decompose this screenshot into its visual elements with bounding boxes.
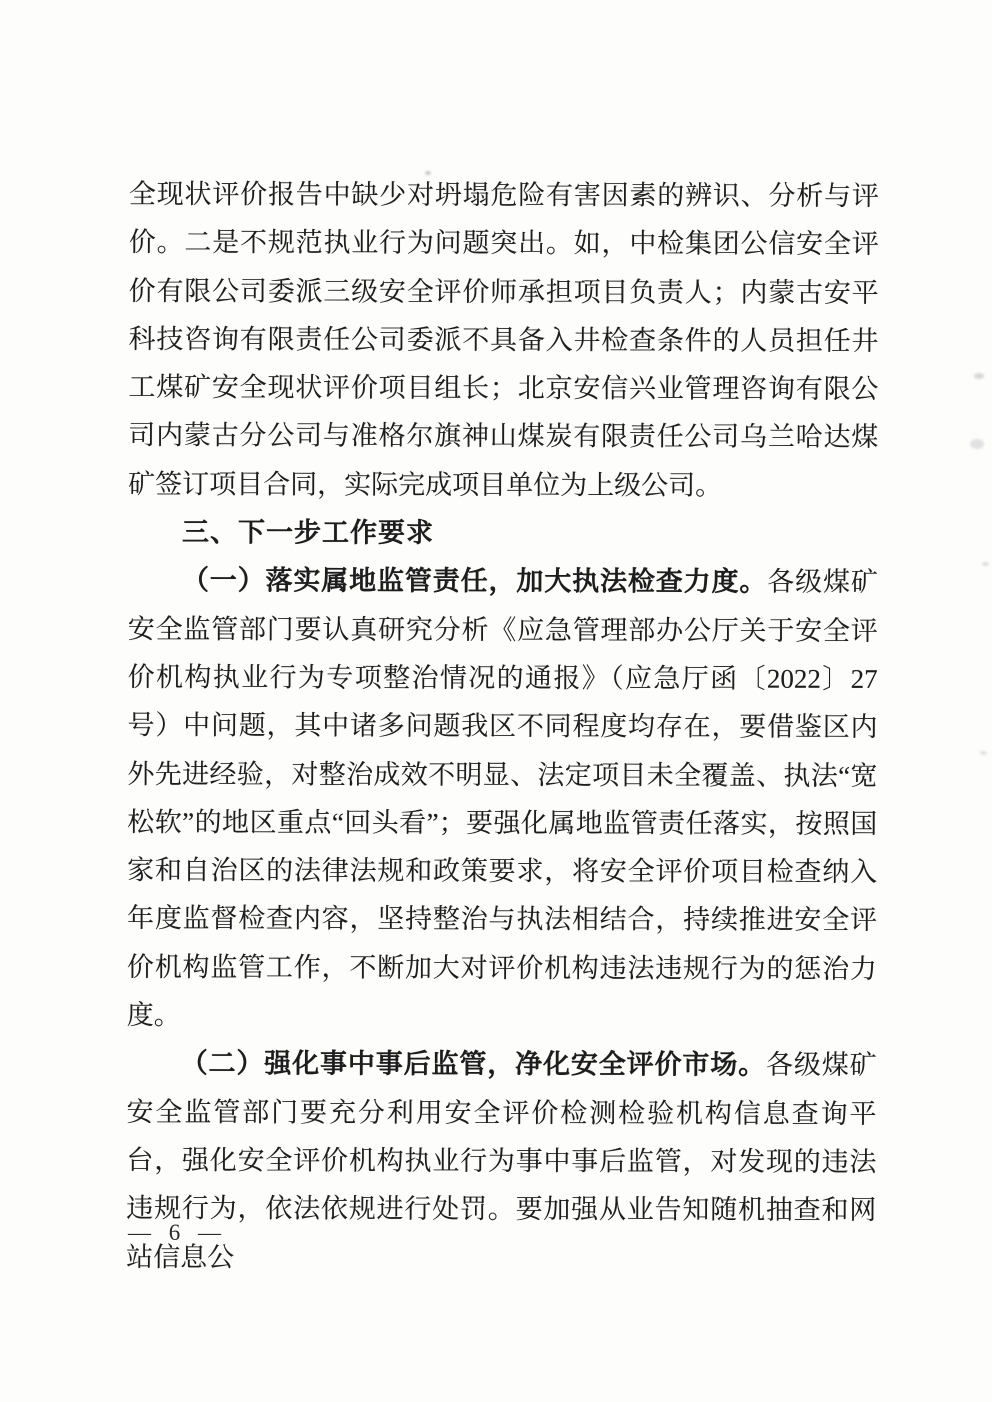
item-2-body: 各级煤矿安全监管部门要充分利用安全评价检测检验机构信息查询平台，强化安全评价机构执业行为事中事后监管，对发现的违法违规行为，依法依规进行处罚。要加强从业告知随机抽查和网站信息公 [126, 1050, 877, 1272]
item-2-lead: （二）强化事中事后监管，净化安全评价市场。 [180, 1048, 767, 1081]
scan-speck [970, 439, 984, 449]
item-1-lead: （一）落实属地监管责任，加大执法检查力度。 [181, 565, 768, 598]
paragraph-continuation: 全现状评价报告中缺少对坍塌危险有害因素的辨识、分析与评价。二是不规范执业行为问题突出。如，中检集团公信安全评价有限公司委派三级安全评价师承担项目负责人；内蒙古安平科技咨询有限责任公司委派不具备入井检查条件的人员担任井工煤矿安全现状评价项目组长；北京安信兴业管理咨询有限公司内蒙古分公司与准格尔旗神山煤炭有限责任公司乌兰哈达煤矿签订项目合同，实际完成项目单位为上级公司。 [128, 178, 879, 501]
item-1-body: 各级煤矿安全监管部门要认真研究分析《应急管理部办公厅关于安全评价机构执业行为专项整治情况的通报》（应急厅函〔2022〕27 号）中问题，其中诸多问题我区不同程度均存在，要借鉴区内外先进经验，对整治成效不明显、法定项目未全覆盖、执法“宽松软”的地区重点“回头看”；要强化属地监管责任落实，按照国家和自治区的法律法规和政策要求，将安全评价项目检查纳入年度监督检查内容，坚持整治与执法相结合，持续推进安全评价机构监管工作，不断加大对评价机构违法违规行为的惩治力度。 [126, 567, 878, 1031]
paragraph-item-2 [126, 1039, 877, 1282]
document-body [126, 170, 879, 1283]
scan-speck [974, 373, 984, 379]
scan-speck [982, 562, 989, 566]
scan-speck [425, 171, 431, 175]
scan-speck [980, 751, 987, 755]
page-number: — 6 — [128, 1220, 224, 1245]
section-heading: 三、下一步工作要求 [182, 517, 435, 548]
paragraph-item-1 [127, 556, 878, 1041]
